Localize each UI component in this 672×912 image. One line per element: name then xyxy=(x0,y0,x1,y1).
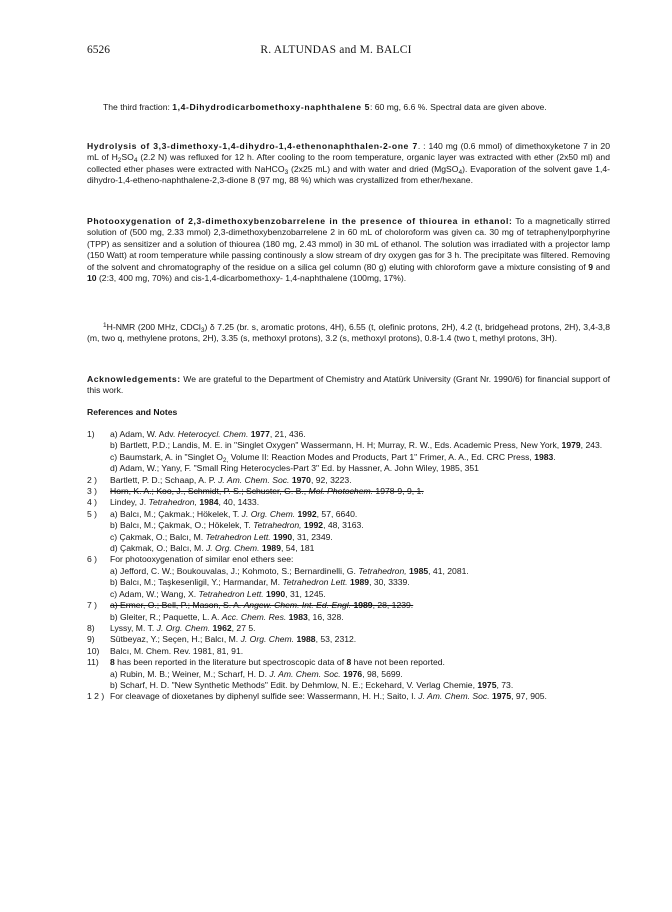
page-number: 6526 xyxy=(87,44,110,56)
reference-6: 6 ) For photooxygenation of similar enol ethers see: a) Jefford, C. W.; Boukouvalas, J.; Kohmoto, S.; Bernardinelli, G. Tetrahedron, 1985, 41, 2081. b) Balcı, M.; Taşkesenligil, Y.; Harmandar, M. Tetrahedron Lett. 1989, 30, 3339. c) Adam, W.; Wang, X. Tetrahedron Lett. 1990, 31, 1245. xyxy=(87,554,469,599)
reference-8: 8) Lyssy, M. T. J. Org. Chem. 1962, 27 5. xyxy=(87,622,256,633)
paragraph-third-fraction: The third fraction: 1,4-Dihydrodicarbomethoxy-naphthalene 5: 60 mg, 6.6 %. Spectral data are given above. xyxy=(103,102,547,112)
running-header-authors: R. ALTUNDAS and M. BALCI xyxy=(260,44,412,56)
references-heading: References and Notes xyxy=(87,407,178,417)
reference-10: 10) Balcı, M. Chem. Rev. 1981, 81, 91. xyxy=(87,645,244,656)
section-heading-hydrolysis: Hydrolysis of 3,3-dimethoxy-1,4-dihydro-1,4-ethenonaphthalen-2-one 7 xyxy=(87,141,418,151)
reference-5: 5 ) a) Balcı, M.; Çakmak.; Hökelek, T. J. Org. Chem. 1992, 57, 6640. b) Balcı, M.; Çakmak, O.; Hökelek, T. Tetrahedron, 1992, 48, 3163. c) Çakmak, O.; Balcı, M. Tetrahedron Lett. 1990, 31, 2349. d) Çakmak, O.; Balcı, M. J. Org. Chem. 1989, 54, 181 xyxy=(87,508,364,554)
reference-3: 3 ) Horn, K. A.; Koo, J., Schmidt, P. S.; Schuster, G. B., Mol. Photochem. 1978-9, 9, 1. xyxy=(87,486,424,497)
reference-11: 11) 8 has been reported in the literature but spectroscopic data of 8 have not been reported. a) Rubin, M. B.; Weiner, M.; Scharf, H. D. J. Am. Chem. Soc. 1976, 98, 5699. b) Scharf, H. D. "New Synthetic Methods" Edit. by Dehmlow, N. E.; Eckehard, V. Verlag Chemie, 1975, 73. xyxy=(87,657,514,690)
compound-name: 1,4-Dihydrodicarbomethoxy-naphthalene 5 xyxy=(172,102,370,112)
reference-7: 7 ) a) Ermer, O.; Bell, P.; Mason, S. A. Angew. Chem. Int. Ed. Engl. 1989, 28, 1239. b) Gleiter, R.; Paquette, L. A. Acc. Chem. Res. 1983, 16, 328. xyxy=(87,600,414,622)
reference-9: 9) Sütbeyaz, Y.; Seçen, H.; Balcı, M. J. Org. Chem. 1988, 53, 2312. xyxy=(87,634,357,645)
paragraph-photooxygenation: Photooxygenation of 2,3-dimethoxybenzobarrelene in the presence of thiourea in ethanol: To a magnetically stirred solution of (500 mg, 2.33 mmol) 2,3-dimethoxybenzobarrelene 2 in 60 mL of choloroform was given ca. 30 mg of tetraphenylporphyrine (TPP) as sensitizer and a solution of thiourea (180 mg, 2.43 mmol) in 30 mL of ethanol. The solution was irradiated with a projector lamp (150 Watt) at room temperature while passing continously a slow stream of dry oxygen gas for 3 h. The precipitate was filtered. Removing of the solvent and chromatography of the residue on a silica gel column (80 g) eluting with chloroform gave a mixture consisting of 9 and 10 (2:3, 400 mg, 70%) and cis-1,4-dicarbomethoxy- 1,4-naphthalene (100mg, 17%). xyxy=(87,216,610,284)
references-list xyxy=(87,429,610,703)
paragraph-hydrolysis: Hydrolysis of 3,3-dimethoxy-1,4-dihydro-1,4-ethenonaphthalen-2-one 7. : 140 mg (0.6 mmol) of dimethoxyketone 7 in 20 mL of $H_2SO_4$ (2.2 N) was refluxed for 12 h. After cooling to the room temperature, organic layer was extracted with ether (2x50 ml) and collected ether phases were extracted with NaHCO$_3$ (2x25 mL) and with water and dried (MgSO$_4$). Evaporation of the solvent gave 1,4-dihydro-1,4-etheno-naphthalene-2,3-dione 8 (97 mg, 88 %) which was crystallized from ether/hexane. xyxy=(87,141,610,186)
paragraph-nmr-data: $^1$H-NMR (200 MHz, CDCl$_3$) δ 7.25 (br. s, aromatic protons, 4H), 6.55 (t, olefinic protons, 2H), 4.2 (t, bridgehead protons, 2H), 3,4-3,8 (m, two q, methylene protons, 2H), 3.35 (s, methoxyl protons), 3.2 (s, methoxyl protons), 0.8-1.4 (two t, methyl protons, 3H). xyxy=(87,322,610,344)
reference-4: 4 ) Lindey, J. Tetrahedron, 1984, 40, 1433. xyxy=(87,497,260,508)
reference-1: 1) a) Adam, W. Adv. Heterocycl. Chem. 1977, 21, 436. b) Bartlett, P.D.; Landis, M. E. in "Singlet Oxygen" Wassermann, H. H; Murray, R. W., Eds. Academic Press, New York, 1979, 243. c) Baumstark, A. in "Singlet $O_{2,}$ Volume II: Reaction Modes and Products, Part 1" Frimer, A. A., Ed. CRC Press, 1983. d) Adam, W.; Yany, F. "Small Ring Heterocycles-Part 3" Ed. by Hassner, A. John Wiley, 1985, 351 xyxy=(87,429,603,474)
acknowledgements-heading: Acknowledgements: xyxy=(87,374,181,384)
reference-2: 2 ) Bartlett, P. D.; Schaap, A. P. J. Am. Chem. Soc. 1970, 92, 3223. xyxy=(87,474,352,485)
reference-12: 1 2 ) For cleavage of dioxetanes by diphenyl sulfide see: Wassermann, H. H.; Saito, I. J. Am. Chem. Soc. 1975, 97, 905. xyxy=(87,691,547,702)
section-heading-photooxygenation: Photooxygenation of 2,3-dimethoxybenzobarrelene in the presence of thiourea in ethanol: xyxy=(87,216,513,226)
paragraph-acknowledgements: Acknowledgements: We are grateful to the Department of Chemistry and Atatürk University (Grant Nr. 1990/6) for financial support of this work. xyxy=(87,374,610,396)
